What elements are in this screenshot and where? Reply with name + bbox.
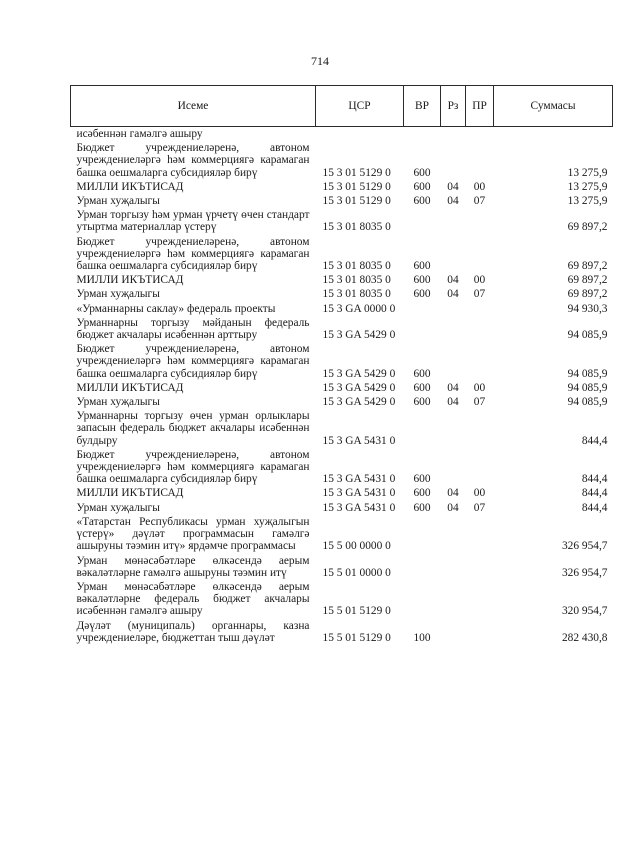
row-pr <box>466 580 494 619</box>
row-pr: 00 <box>473 381 486 394</box>
row-pr <box>466 554 494 580</box>
row-name: Урманнарны торгызу мәйданын федераль бюджет акчалары исәбеннән арттыру <box>76 316 310 342</box>
row-csr: 15 3 GA 5429 0 <box>322 381 396 394</box>
row-rz <box>441 619 466 645</box>
row-rz: 04 <box>447 274 459 287</box>
row-vr <box>404 316 441 342</box>
row-name: Урман хуҗалыгы <box>76 501 160 514</box>
row-sum: 94 085,9 <box>567 329 608 342</box>
row-csr: 15 3 GA 5429 0 <box>322 367 396 380</box>
row-sum: 69 897,2 <box>567 274 608 287</box>
row-vr <box>404 554 441 580</box>
row-pr: 07 <box>473 288 486 301</box>
row-name: Урман хуҗалыгы <box>76 288 160 301</box>
row-rz <box>441 208 466 234</box>
row-vr: 600 <box>413 195 431 208</box>
row-rz: 04 <box>447 180 459 193</box>
table-row <box>71 486 613 500</box>
row-rz <box>441 302 466 316</box>
row-rz <box>441 580 466 619</box>
table-row <box>71 554 613 580</box>
row-name: Урман мөнәсәбәтләре өлкәсендә аерым вәкаләтләрне гамәлгә ашыруны тәэмин итү <box>76 554 310 579</box>
row-vr: 600 <box>413 396 431 409</box>
row-rz <box>441 342 466 381</box>
row-sum: 94 085,9 <box>567 367 608 380</box>
row-pr: 07 <box>473 195 486 208</box>
row-name: «Татарстан Республикасы урман хуҗалыгын үстерү» дәүләт программасын гамәлгә ашыруны тәэмин итү» ярдәмче программасы <box>76 515 310 553</box>
row-sum: 282 430,8 <box>561 631 608 644</box>
row-rz <box>441 127 466 142</box>
table-row <box>71 287 613 301</box>
table-row <box>71 448 613 487</box>
row-rz <box>441 515 466 554</box>
row-name: МИЛЛИ ИКЪТИСАД <box>76 180 184 193</box>
row-csr <box>316 127 404 142</box>
row-name: Дәүләт (муниципаль) органнары, казна учреждениеләре, бюджеттан тыш дәүләт <box>76 619 310 644</box>
row-pr: 07 <box>473 501 486 514</box>
row-pr <box>466 342 494 381</box>
row-name: Урман мөнәсәбәтләре өлкәсендә аерым вәкаләтләрне федераль бюджет акчалары исәбеннән гамәлгә ашыру <box>76 580 310 618</box>
row-sum: 320 954,7 <box>561 605 608 618</box>
row-pr <box>466 235 494 274</box>
row-sum: 844,4 <box>581 501 608 514</box>
header-csr: ЦСР <box>316 86 404 127</box>
row-sum: 13 275,9 <box>567 195 608 208</box>
row-sum: 844,4 <box>581 487 608 500</box>
row-csr: 15 3 01 8035 0 <box>322 274 391 287</box>
row-name: Урман хуҗалыгы <box>76 396 160 409</box>
row-name: МИЛЛИ ИКЪТИСАД <box>76 274 184 287</box>
row-vr <box>404 515 441 554</box>
header-name: Исеме <box>71 86 316 127</box>
row-pr: 00 <box>473 274 486 287</box>
row-vr: 600 <box>413 501 431 514</box>
row-pr <box>466 127 494 142</box>
row-name: МИЛЛИ ИКЪТИСАД <box>76 487 184 500</box>
table-row <box>71 141 613 180</box>
row-rz: 04 <box>447 195 459 208</box>
row-rz: 04 <box>447 381 459 394</box>
row-pr <box>466 141 494 180</box>
row-csr: 15 5 00 0000 0 <box>322 540 391 553</box>
header-rz: Рз <box>441 86 466 127</box>
row-vr: 600 <box>413 473 431 486</box>
row-name: Урманнарны торгызу өчен урман орлыклары запасын федераль бюджет акчалары исәбеннән булдыру <box>76 410 310 447</box>
row-rz <box>441 448 466 487</box>
row-csr: 15 3 GA 5429 0 <box>322 396 396 409</box>
row-sum: 69 897,2 <box>567 221 608 234</box>
row-pr: 00 <box>473 487 486 500</box>
table-row <box>71 316 613 342</box>
row-csr: 15 3 GA 5431 0 <box>322 473 396 486</box>
table-row <box>71 395 613 409</box>
table-row <box>71 273 613 287</box>
row-rz <box>441 316 466 342</box>
row-rz <box>441 409 466 448</box>
table-row <box>71 194 613 208</box>
row-vr <box>404 580 441 619</box>
row-vr <box>404 409 441 448</box>
row-name: Бюджет учреждениеләренә, автоном учреждениеләргә һәм коммерциягә карамаган башка оешмаларга субсидияләр бирү <box>76 448 310 486</box>
row-vr <box>404 302 441 316</box>
row-vr: 600 <box>413 487 431 500</box>
table-row <box>71 501 613 515</box>
row-sum: 94 930,3 <box>567 302 608 315</box>
table-row <box>71 580 613 619</box>
row-sum <box>494 127 613 142</box>
row-sum: 94 085,9 <box>567 381 608 394</box>
row-csr: 15 3 GA 5431 0 <box>322 434 396 447</box>
row-pr: 00 <box>473 180 486 193</box>
row-vr: 600 <box>413 166 431 179</box>
row-pr <box>466 208 494 234</box>
row-vr: 600 <box>413 381 431 394</box>
row-pr <box>466 448 494 487</box>
row-csr: 15 3 GA 5431 0 <box>322 501 396 514</box>
row-csr: 15 5 01 5129 0 <box>322 631 391 644</box>
budget-table <box>70 85 613 645</box>
header-sum: Суммасы <box>494 86 613 127</box>
row-name: Бюджет учреждениеләренә, автоном учреждениеләргә һәм коммерциягә карамаган башка оешмаларга субсидияләр бирү <box>76 343 310 380</box>
row-vr <box>404 127 441 142</box>
row-sum: 69 897,2 <box>567 260 608 273</box>
row-csr: 15 3 GA 0000 0 <box>322 302 396 315</box>
row-rz <box>441 141 466 180</box>
table-row <box>71 409 613 448</box>
row-csr: 15 3 01 8035 0 <box>322 288 391 301</box>
row-vr: 600 <box>413 274 431 287</box>
row-pr <box>466 302 494 316</box>
header-pr: ПР <box>466 86 494 127</box>
row-pr <box>466 409 494 448</box>
row-vr <box>404 208 441 234</box>
row-sum: 13 275,9 <box>567 166 608 179</box>
table-row <box>71 342 613 381</box>
row-pr <box>466 515 494 554</box>
row-name: исәбеннән гамәлгә ашыру <box>76 128 203 140</box>
table-row <box>71 127 613 142</box>
row-csr: 15 3 GA 5429 0 <box>322 329 396 342</box>
row-csr: 15 3 01 5129 0 <box>322 195 391 208</box>
table-row <box>71 235 613 274</box>
row-sum: 13 275,9 <box>567 180 608 193</box>
row-sum: 326 954,7 <box>561 540 608 553</box>
row-pr: 07 <box>473 396 486 409</box>
row-name: Урман хуҗалыгы <box>76 195 160 208</box>
table-row <box>71 381 613 395</box>
table-row <box>71 208 613 234</box>
row-name: МИЛЛИ ИКЪТИСАД <box>76 381 184 394</box>
table-row <box>71 515 613 554</box>
row-vr: 100 <box>413 631 431 644</box>
row-name: Урман торгызу һәм урман үрчетү өчен стандарт утыртма материаллар үстерү <box>76 209 310 234</box>
table-body <box>71 127 613 645</box>
row-rz: 04 <box>447 396 459 409</box>
row-pr <box>466 619 494 645</box>
row-name: «Урманнарны саклау» федераль проекты <box>76 302 276 315</box>
row-sum: 94 085,9 <box>567 396 608 409</box>
row-csr: 15 3 01 8035 0 <box>322 260 391 273</box>
row-vr: 600 <box>413 180 431 193</box>
row-csr: 15 5 01 5129 0 <box>322 605 391 618</box>
table-row <box>71 619 613 645</box>
row-pr <box>466 316 494 342</box>
row-sum: 844,4 <box>581 473 608 486</box>
row-csr: 15 5 01 0000 0 <box>322 566 391 579</box>
row-csr: 15 3 01 5129 0 <box>322 166 391 179</box>
row-rz: 04 <box>447 487 459 500</box>
row-name: Бюджет учреждениеләренә, автоном учреждениеләргә һәм коммерциягә карамаган башка оешмаларга субсидияләр бирү <box>76 235 310 273</box>
row-sum: 326 954,7 <box>561 566 608 579</box>
row-vr: 600 <box>413 367 431 380</box>
row-name: Бюджет учреждениеләренә, автоном учреждениеләргә һәм коммерциягә карамаган башка оешмаларга субсидияләр бирү <box>76 142 310 179</box>
header-vr: ВР <box>404 86 441 127</box>
row-csr: 15 3 01 5129 0 <box>322 180 391 193</box>
row-rz <box>441 235 466 274</box>
row-vr: 600 <box>413 260 431 273</box>
row-rz <box>441 554 466 580</box>
table-row <box>71 302 613 316</box>
row-sum: 69 897,2 <box>567 288 608 301</box>
row-rz: 04 <box>447 501 459 514</box>
row-csr: 15 3 GA 5431 0 <box>322 487 396 500</box>
row-vr: 600 <box>413 288 431 301</box>
row-sum: 844,4 <box>581 434 608 447</box>
row-csr: 15 3 01 8035 0 <box>322 221 391 234</box>
table-header-row <box>71 86 613 127</box>
page-number: 714 <box>311 54 329 68</box>
table-row <box>71 180 613 194</box>
row-rz: 04 <box>447 288 459 301</box>
